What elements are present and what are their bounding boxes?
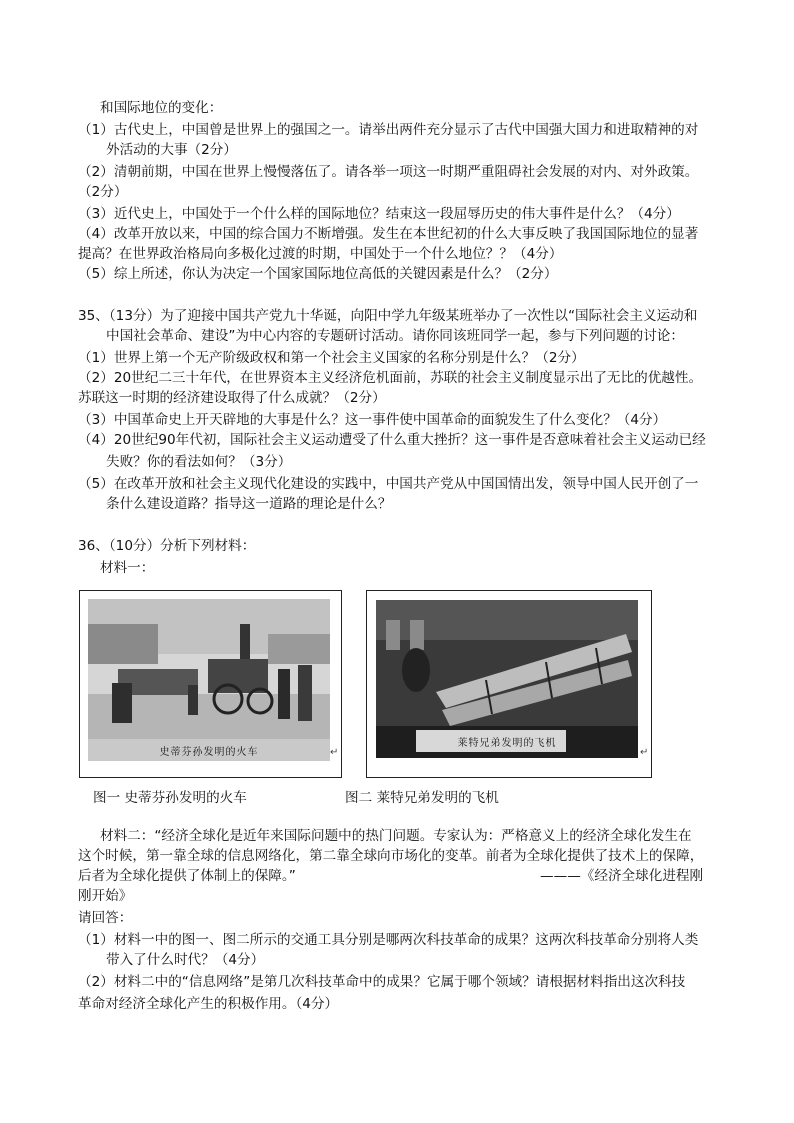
q36-item-1: （1）材料一中的图一、图二所示的交通工具分别是哪两次科技革命的成果？这两次科技革命分别将人类	[78, 932, 699, 948]
q36-material-2-source-cont: 刚开始》	[78, 888, 133, 904]
q34-item-2-cont: （2分）	[78, 184, 128, 200]
q35-item-4: （4）20世纪90年代初，国际社会主义运动遭受了什么重大挫折？这一事件是否意味着社会主义运动已经	[78, 432, 706, 448]
q34-item-1: （1）古代史上，中国曾是世界上的强国之一。请举出两件充分显示了古代中国强大国力和进取精神的对	[78, 122, 699, 138]
q35-item-4-cont: 失败？你的看法如何？（3分）	[106, 454, 292, 470]
train-illustration	[88, 599, 330, 761]
q34-item-2: （2）清朝前期，中国在世界上慢慢落伍了。请各举一项这一时期严重阻碍社会发展的对内、对外政策。	[78, 164, 699, 180]
q35-item-1: （1）世界上第一个无产阶级政权和第一个社会主义国家的名称分别是什么？（2分）	[78, 350, 585, 366]
q35-item-5-cont: 条什么建设道路？指导这一道路的理论是什么？	[106, 496, 392, 512]
q36-material-1-label: 材料一：	[100, 560, 155, 576]
q34-item-4: （4）改革开放以来，中国的综合国力不断增强。发生在本世纪初的什么大事反映了我国国际地位的显著	[78, 226, 699, 242]
q36-heading: 36、（10分）分析下列材料：	[78, 538, 256, 554]
q36-item-1-cont: 带入了什么时代？（4分）	[106, 952, 265, 968]
q36-material-2-line-3: 后者为全球化提供了体制上的保障。”	[78, 868, 296, 884]
train-photo	[88, 599, 330, 761]
figure-1-inner-caption: 史蒂芬孙发明的火车	[159, 746, 259, 758]
return-mark: ↵	[330, 747, 339, 758]
figure-1-frame	[79, 590, 342, 778]
q35-item-5: （5）在改革开放和社会主义现代化建设的实践中，中国共产党从中国国情出发，领导中国人民开创了一	[78, 476, 699, 492]
q36-material-2-source: ———《经济全球化进程刚	[540, 868, 704, 884]
q35-item-3: （3）中国革命史上开天辟地的大事是什么？这一事件使中国革命的面貌发生了什么变化？（4分）	[78, 412, 667, 428]
q36-item-2: （2）材料二中的“信息网络”是第几次科技革命中的成果？它属于哪个领域？请根据材料指出这次科技	[78, 974, 686, 990]
airplane-photo	[376, 600, 638, 758]
q34-intro: 和国际地位的变化：	[100, 100, 223, 116]
figure-2-inner-caption: 莱特兄弟发明的飞机	[457, 737, 557, 749]
q35-heading-cont: 中国社会革命、建设”为中心内容的专题研讨活动。请你同该班同学一起，参与下列问题的讨论：	[106, 328, 684, 344]
q34-item-4-cont: 提高？在世界政治格局向多极化过渡的时期，中国处于一个什么地位？？（4分）	[78, 246, 563, 262]
return-mark: ↵	[640, 747, 649, 758]
q34-item-3: （3）近代史上，中国处于一个什么样的国际地位？结束这一段屈辱历史的伟大事件是什么？（4分）	[78, 206, 680, 222]
figure-2-caption: 图二 莱特兄弟发明的飞机	[345, 790, 499, 806]
q36-material-2: 材料二：“经济全球化是近年来国际问题中的热门问题。专家认为：严格意义上的经济全球化发生在	[100, 828, 692, 844]
figure-1-caption: 图一 史蒂芬孙发明的火车	[93, 790, 247, 806]
figure-2-frame	[366, 590, 652, 778]
q36-answer-prompt: 请回答：	[78, 910, 133, 926]
q35-heading: 35、（13分）为了迎接中国共产党九十华诞，向阳中学九年级某班举办了一次性以“国际社会主义运动和	[78, 308, 698, 324]
q34-item-5: （5）综上所述，你认为决定一个国家国际地位高低的关键因素是什么？（2分）	[78, 266, 558, 282]
q34-item-1-cont: 外活动的大事（2分）	[106, 142, 237, 158]
q35-item-2: （2）20世纪二三十年代，在世界资本主义经济危机面前，苏联的社会主义制度显示出了无比的优越性。	[78, 370, 703, 386]
q36-material-2-line-2: 这个时候，第一靠全球的信息网络化，第二靠全球向市场化的变革。前者为全球化提供了技术上的保障，	[78, 848, 704, 864]
q35-item-2-cont: 苏联这一时期的经济建设取得了什么成就？（2分）	[78, 390, 386, 406]
q36-item-2-cont: 革命对经济全球化产生的积极作用。（4分）	[78, 996, 339, 1012]
